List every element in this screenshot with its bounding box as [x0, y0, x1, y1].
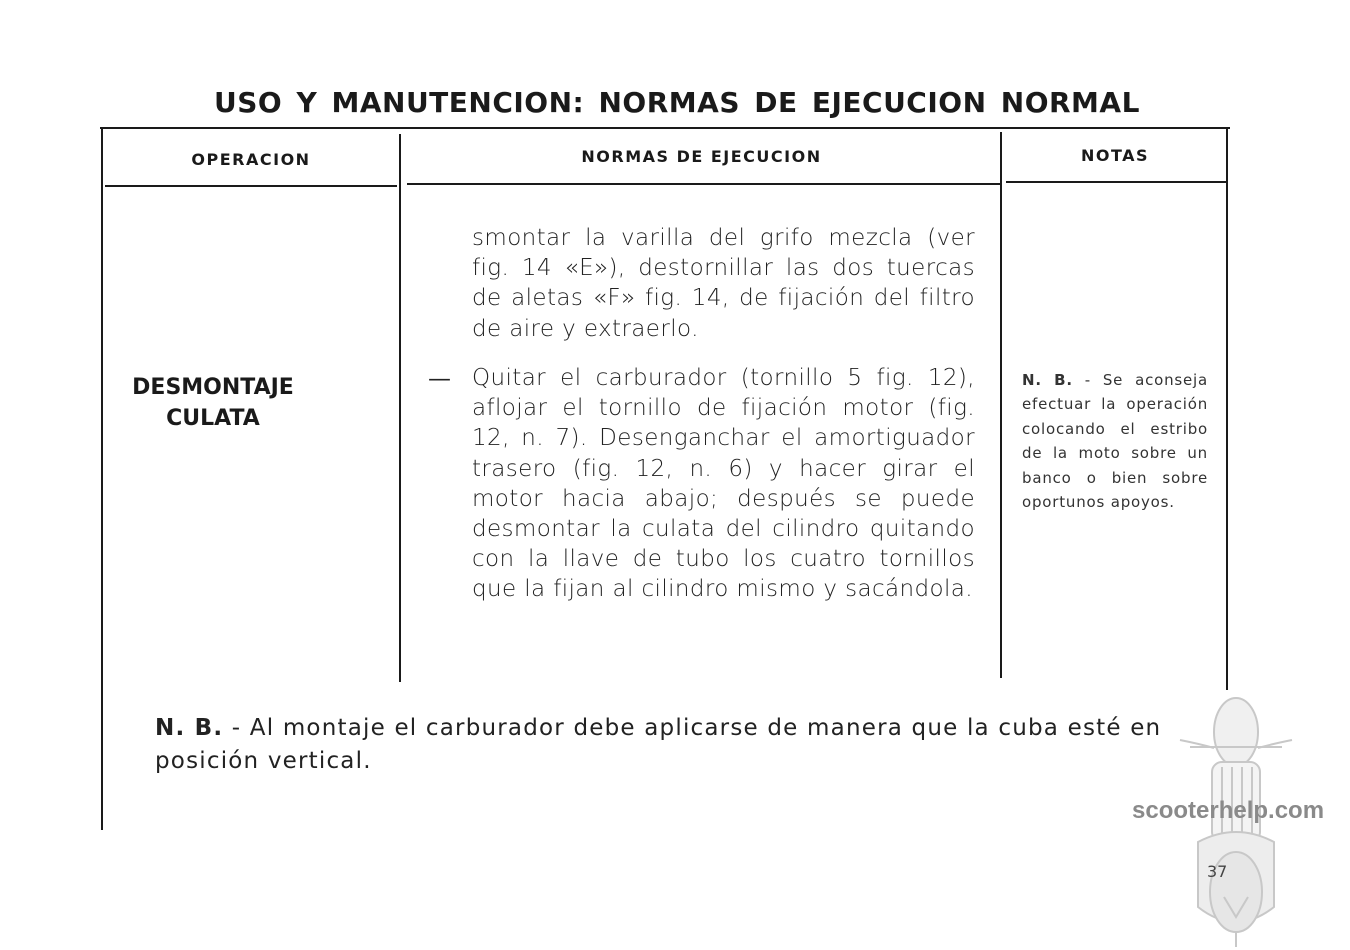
operation-name — [118, 372, 308, 434]
norms-step-paragraph: Quitar el carburador (tornillo 5 fig. 12), aflojar el tornillo de fijación motor (fig. 12, n. 7). Desenganchar el amortiguador trasero (fig. 12, n. 6) y hacer girar el motor hacia abajo; después se puede desmontar la culata del cilindro quitando con la llave de tubo los cuatro tornillos que la fijan al cilindro mismo y sacándola. — [472, 365, 975, 603]
header-operacion: OPERACION — [191, 150, 311, 169]
operation-name-line1: DESMONTAJE — [132, 375, 294, 400]
note-cell — [1022, 368, 1208, 514]
column-divider-2 — [1000, 132, 1002, 678]
note-text: - Se aconseja efectuar la operación colocando el estribo de la moto sobre un banco o bien sobre oportunos apoyos. — [1022, 371, 1208, 512]
column-divider-1 — [399, 134, 401, 682]
page-number: 37 — [1207, 862, 1228, 881]
norms-continuation-paragraph: smontar la varilla del grifo mezcla (ver fig. 14 «E»), destornillar las dos tuercas de aletas «F» fig. 14, de fijación del filtro de aire y extraerlo. — [472, 225, 975, 342]
footnote-text: - Al montaje el carburador debe aplicarse de manera que la cuba esté en posición vertical. — [155, 715, 1162, 774]
header-underline-2 — [407, 183, 1000, 185]
footnote — [155, 712, 1175, 778]
table-top-rule — [100, 127, 1230, 129]
header-normas: NORMAS DE EJECUCION — [581, 147, 822, 166]
operation-name-line2: CULATA — [166, 406, 260, 431]
table-right-rule — [1226, 128, 1228, 690]
watermark-text: scooterhelp.com — [1132, 797, 1325, 824]
step-dash: — — [428, 366, 451, 392]
table-left-rule — [101, 128, 103, 830]
header-underline-3 — [1006, 181, 1226, 183]
footnote-label: N. B. — [155, 715, 224, 741]
header-notas: NOTAS — [1080, 146, 1150, 165]
header-underline-1 — [105, 185, 397, 187]
page-title: USO Y MANUTENCION: NORMAS DE EJECUCION NORMAL — [214, 86, 1140, 119]
note-label: N. B. — [1022, 371, 1073, 389]
